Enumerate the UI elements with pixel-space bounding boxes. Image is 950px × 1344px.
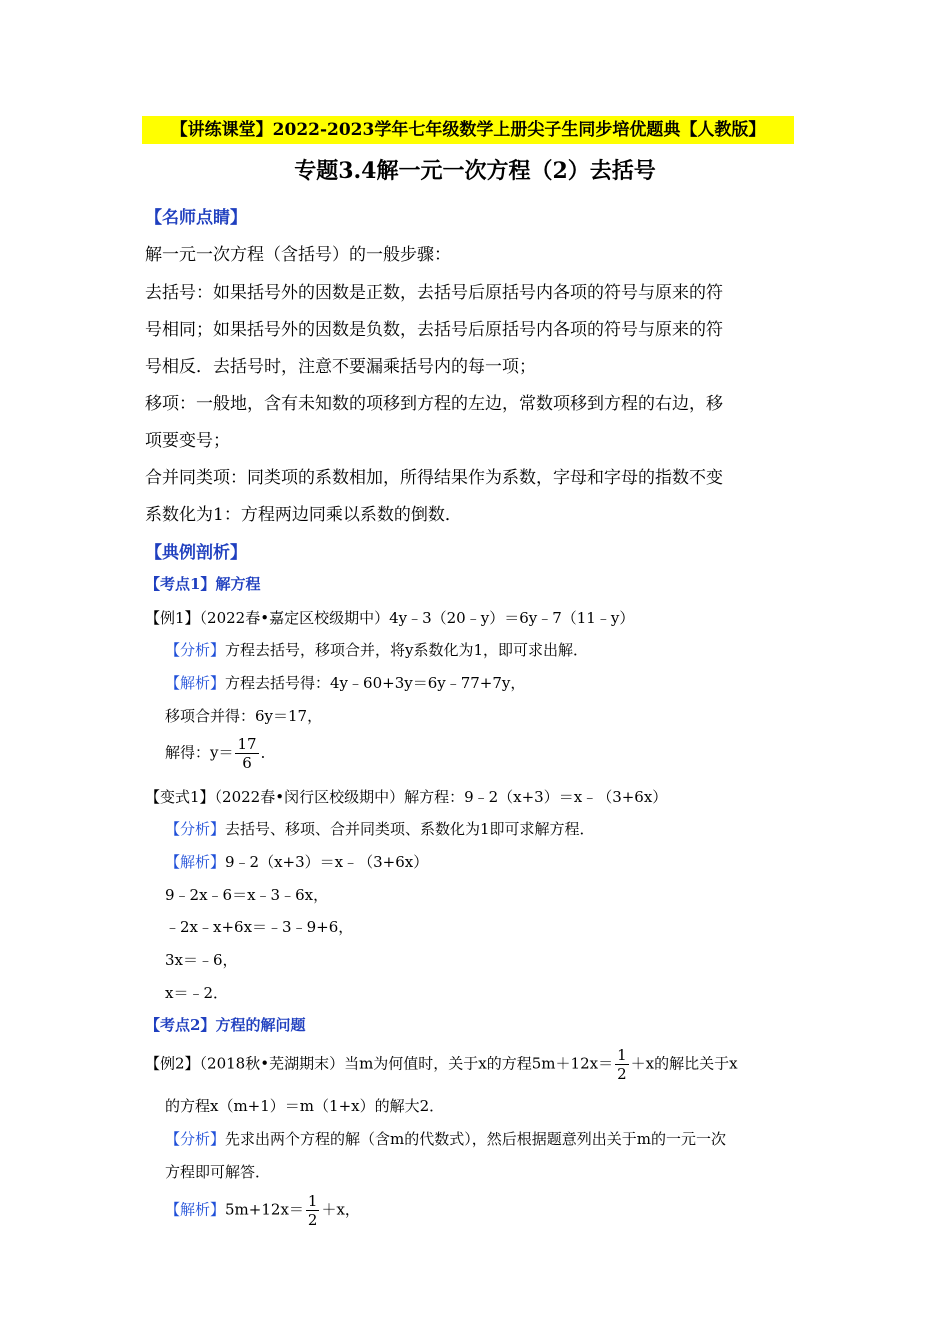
variant1-step: 3x＝﹣6， — [165, 951, 238, 969]
mingshi-line: 号相反．去括号时，注意不要漏乘括号内的每一项； — [145, 357, 536, 377]
numerator: 17 — [237, 735, 257, 753]
mingshi-line: 解一元一次方程（含括号）的一般步骤： — [145, 245, 451, 265]
kaodian1-label: 【考点1】 — [145, 575, 216, 593]
denominator: 2 — [307, 1211, 318, 1229]
variant1-question — [145, 786, 667, 807]
example1-text: （2022春•嘉定区校级期中）4y﹣3（20﹣y）＝6y﹣7（11﹣y） — [199, 609, 635, 627]
mingshi-line: 合并同类项：同类项的系数相加，所得结果作为系数，字母和字母的指数不变 — [145, 468, 723, 488]
variant1-step: 9﹣2x﹣6＝x﹣3﹣6x， — [165, 886, 329, 904]
example2-text-cont: ＋x的解比关于x — [630, 1054, 738, 1073]
analysis-text: 方程去括号，移项合并，将y系数化为1，即可求出解． — [225, 641, 589, 659]
analysis-text: 先求出两个方程的解（含m的代数式），然后根据题意列出关于m的一元一次 — [225, 1130, 726, 1148]
example2-question — [145, 1046, 738, 1083]
variant1-solution — [165, 851, 428, 872]
solution-text: 5m+12x＝ — [225, 1200, 304, 1219]
denominator: 2 — [617, 1065, 627, 1083]
header-banner: 【讲练课堂】2022-2023学年七年级数学上册尖子生同步培优题典【人教版】 — [142, 116, 794, 144]
fraction — [306, 1192, 320, 1229]
dianli-heading: 【典例剖析】 — [145, 543, 247, 563]
kaodian1-heading — [145, 573, 260, 594]
numerator: 1 — [307, 1192, 318, 1210]
kaodian2-title: 方程的解问题 — [215, 1016, 306, 1034]
kaodian2-label: 【考点2】 — [145, 1016, 216, 1034]
fraction — [235, 735, 258, 772]
example1-step: 移项合并得：6y＝17， — [165, 707, 323, 725]
analysis-tag: 【分析】 — [165, 1130, 226, 1148]
answer-prefix: 解得：y＝ — [165, 743, 234, 762]
variant1-step: x＝﹣2． — [165, 984, 229, 1002]
mingshi-heading: 【名师点睛】 — [145, 208, 247, 228]
mingshi-line: 项要变号； — [145, 431, 230, 451]
example2-text: （2018秋•芜湖期末）当m为何值时，关于x的方程5m＋12x＝ — [199, 1054, 614, 1073]
kaodian2-heading — [145, 1014, 305, 1035]
solution-text: 方程去括号得：4y﹣60+3y＝6y﹣77+7y， — [225, 674, 526, 692]
mingshi-line: 系数化为1：方程两边同乘以系数的倒数． — [145, 505, 462, 525]
example2-analysis-line2: 方程即可解答． — [165, 1163, 271, 1181]
example2-label: 【例2】 — [145, 1054, 200, 1073]
variant1-analysis — [165, 818, 595, 839]
solution-text: 9﹣2（x+3）＝x﹣（3+6x） — [225, 853, 429, 871]
solution-tag: 【解析】 — [165, 1200, 226, 1219]
example2-question-line2: 的方程x（m+1）＝m（1+x）的解大2． — [165, 1097, 445, 1115]
example1-question — [145, 607, 634, 628]
analysis-tag: 【分析】 — [165, 820, 226, 838]
analysis-tag: 【分析】 — [165, 641, 226, 659]
example1-analysis — [165, 639, 588, 660]
example2-solution — [165, 1192, 360, 1229]
analysis-text: 去括号、移项、合并同类项、系数化为1即可求解方程． — [225, 820, 595, 838]
mingshi-line: 号相同；如果括号外的因数是负数，去括号后原括号内各项的符号与原来的符 — [145, 320, 723, 340]
example1-answer — [165, 735, 276, 772]
example1-label: 【例1】 — [145, 609, 200, 627]
example2-analysis — [165, 1128, 726, 1149]
variant1-label: 【变式1】 — [145, 788, 215, 806]
mingshi-line: 移项：一般地，含有未知数的项移到方程的左边，常数项移到方程的右边，移 — [145, 394, 723, 414]
variant1-step: ﹣2x﹣x+6x＝﹣3﹣9+6， — [165, 918, 354, 936]
solution-text-cont: ＋x， — [321, 1200, 360, 1219]
numerator: 1 — [617, 1046, 627, 1064]
answer-suffix: ． — [260, 743, 276, 762]
variant1-text: （2022春•闵行区校级期中）解方程：9﹣2（x+3）＝x﹣（3+6x） — [214, 788, 668, 806]
page-title: 专题3.4解一元一次方程（2）去括号 — [294, 158, 656, 184]
solution-tag: 【解析】 — [165, 853, 226, 871]
fraction — [615, 1046, 629, 1083]
kaodian1-title: 解方程 — [215, 575, 261, 593]
denominator: 6 — [242, 754, 252, 772]
example1-solution — [165, 672, 525, 693]
solution-tag: 【解析】 — [165, 674, 226, 692]
mingshi-line: 去括号：如果括号外的因数是正数，去括号后原括号内各项的符号与原来的符 — [145, 283, 723, 303]
